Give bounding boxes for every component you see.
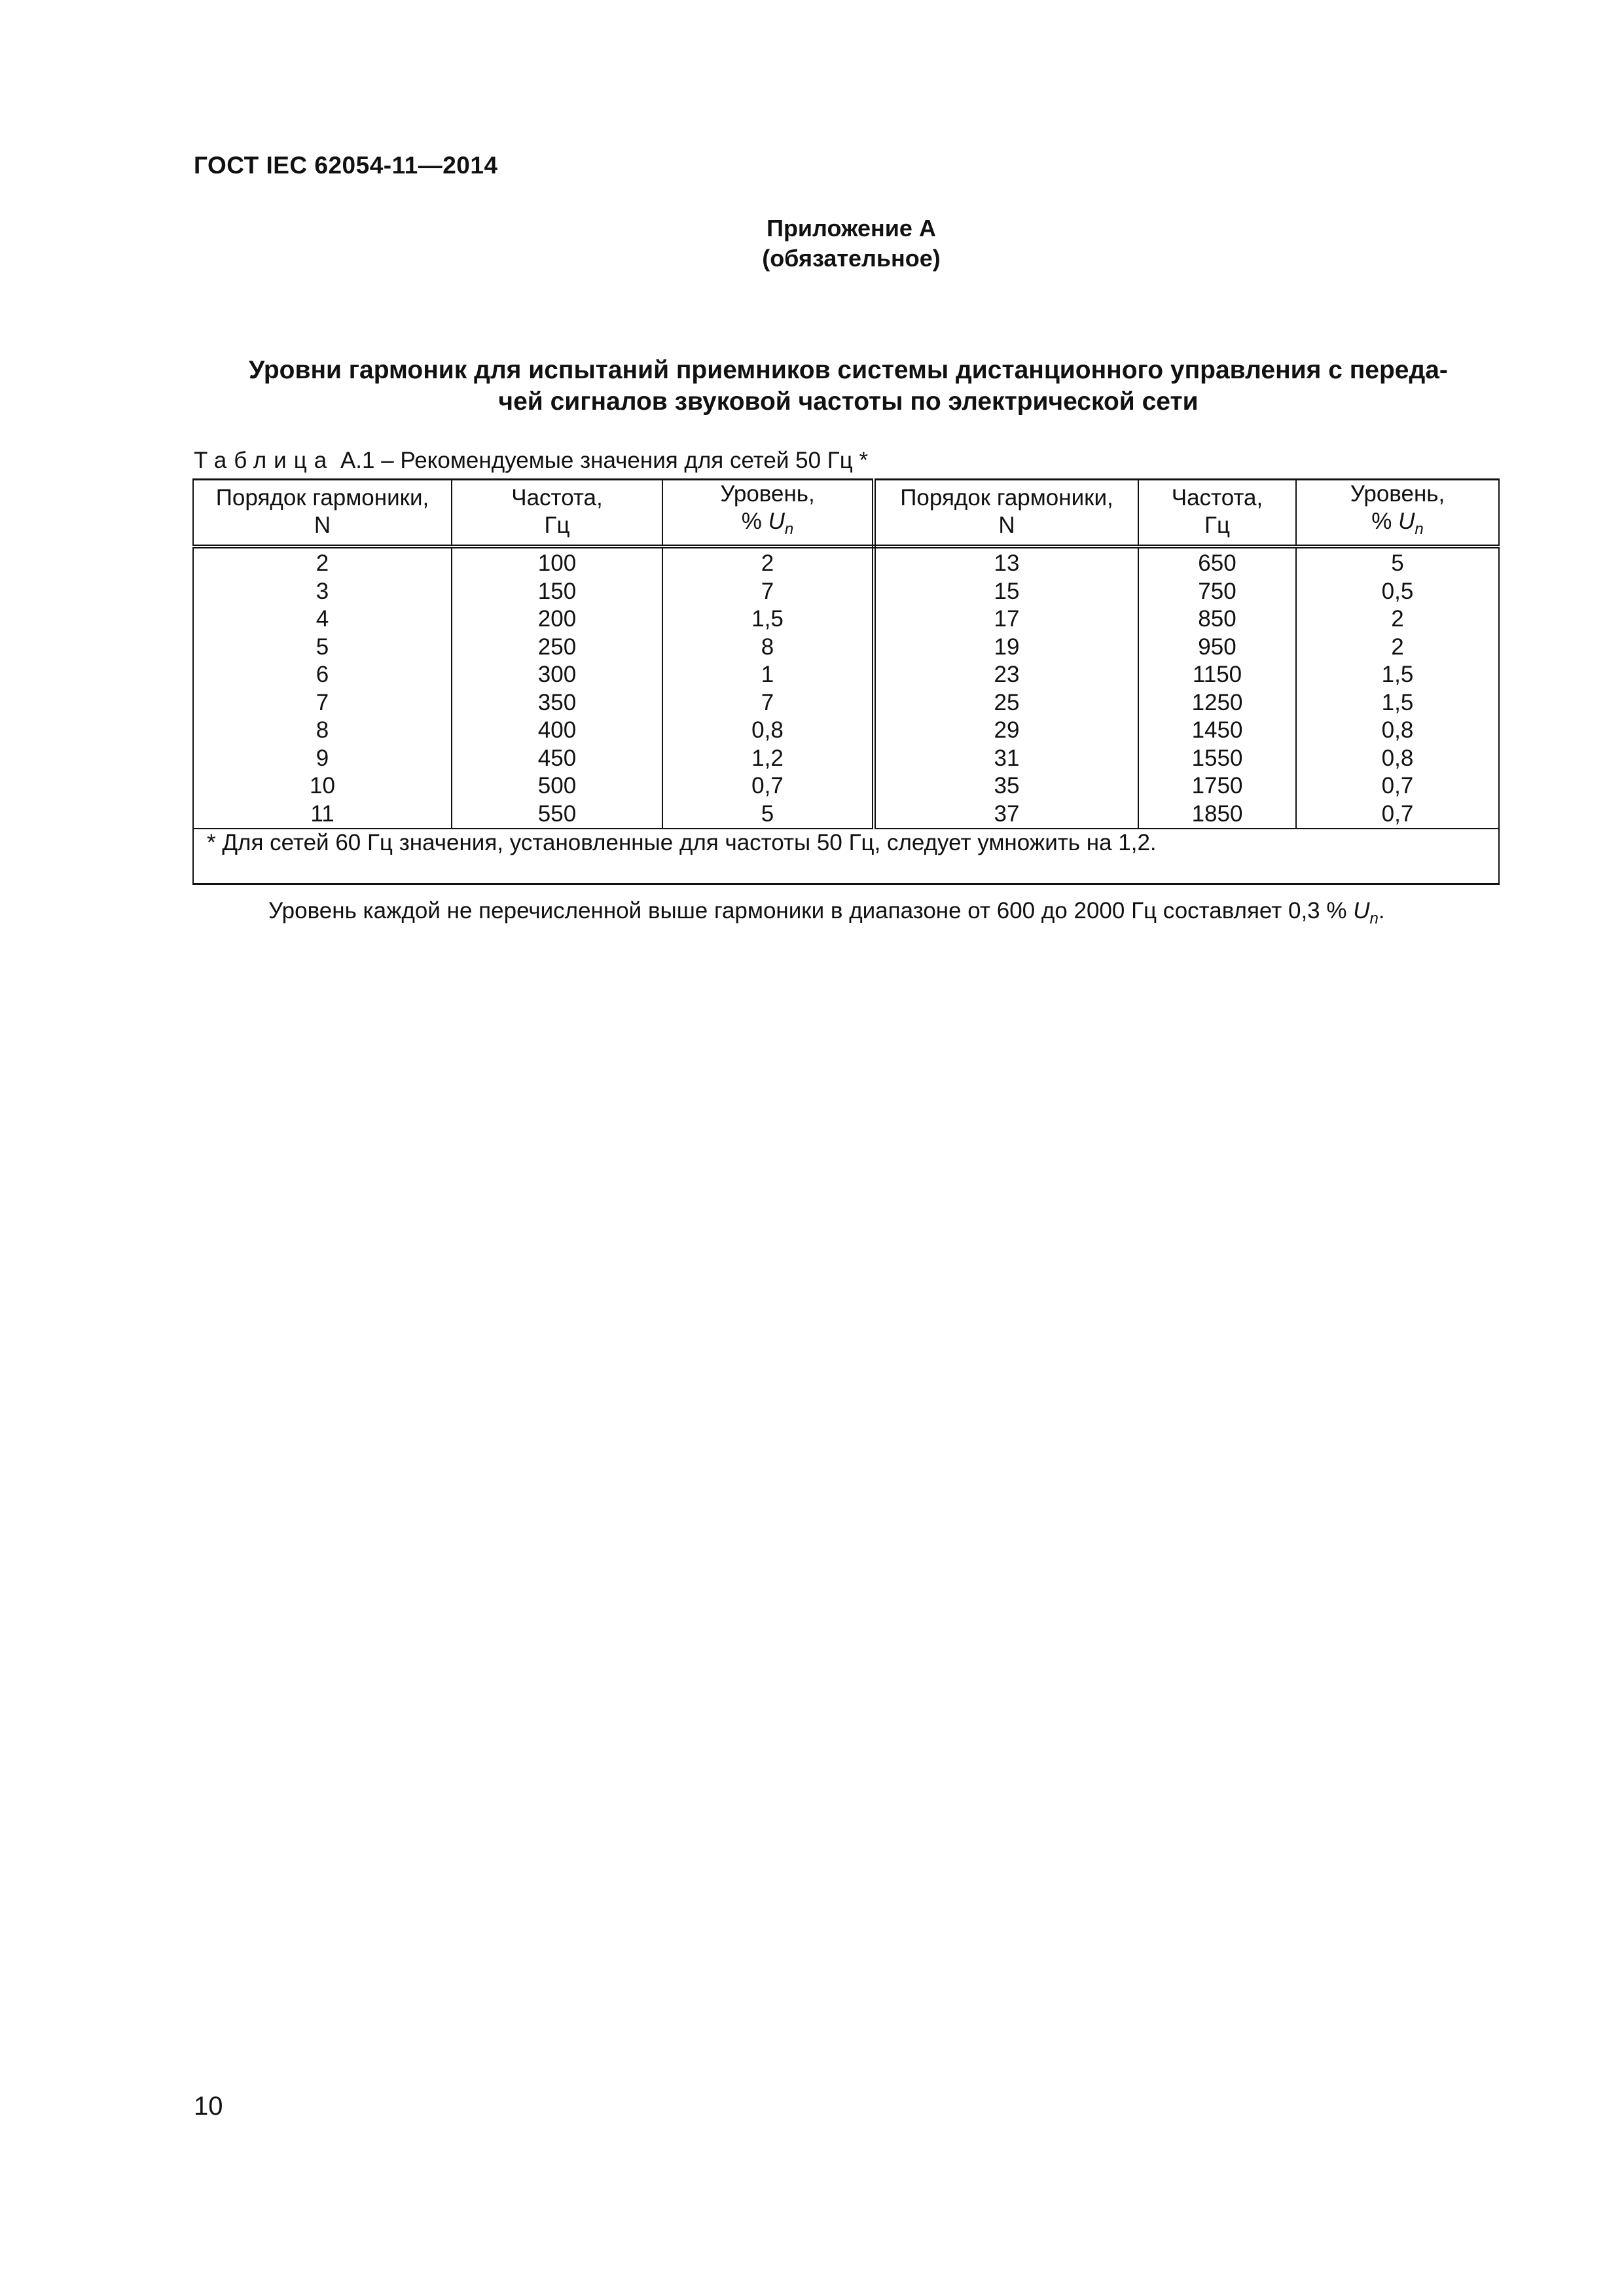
header-frequency-left: Частота, Гц	[452, 480, 662, 547]
heading-line-1: Уровни гармоник для испытаний приемников системы дистанционного управления с переда-	[249, 356, 1448, 384]
table-cell: 2	[193, 547, 452, 578]
note-end: .	[1378, 898, 1385, 924]
header-level-right: Уровень, % $U_n$	[1296, 480, 1499, 547]
table-cell: 29	[874, 717, 1138, 745]
table-cell: 350	[452, 689, 662, 717]
table-cell: 1150	[1138, 661, 1296, 689]
table-cell: 200	[452, 605, 662, 634]
appendix-heading	[194, 355, 1503, 418]
table-cell: 0,8	[1296, 745, 1499, 773]
table-cell: 650	[1138, 547, 1296, 578]
table-cell: 7	[193, 689, 452, 717]
table-cell: 37	[874, 800, 1138, 829]
table-cell: 150	[452, 578, 662, 606]
table-cell: 2	[662, 547, 874, 578]
table-cell: 5	[193, 634, 452, 662]
table-cell: 7	[662, 689, 874, 717]
table-cell: 1250	[1138, 689, 1296, 717]
table-row	[193, 689, 1499, 717]
table-cell: 850	[1138, 605, 1296, 634]
table-caption-text: А.1 – Рекомендуемые значения для сетей 50 Гц *	[334, 448, 869, 473]
header-order-right: Порядок гармоники, N	[874, 480, 1138, 547]
table-cell: 5	[662, 800, 874, 829]
note-symbol: $U_n$	[1353, 898, 1379, 927]
table-footnote-row	[193, 829, 1499, 884]
appendix-status: (обязательное)	[762, 245, 941, 272]
table-cell: 31	[874, 745, 1138, 773]
note-text: Уровень каждой не перечисленной выше гармоники в диапазоне от 600 до 2000 Гц составляет 0,3 %	[268, 898, 1354, 924]
table-cell: 0,8	[662, 717, 874, 745]
table-cell: 100	[452, 547, 662, 578]
table-cell: 400	[452, 717, 662, 745]
table-cell: 1,5	[1296, 689, 1499, 717]
table-cell: 15	[874, 578, 1138, 606]
table-cell: 9	[193, 745, 452, 773]
table-cell: 550	[452, 800, 662, 829]
document-id: ГОСТ IEC 62054-11—2014	[194, 152, 498, 179]
table-cell: 450	[452, 745, 662, 773]
table-cell: 3	[193, 578, 452, 606]
table-cell: 0,7	[1296, 800, 1499, 829]
table-row	[193, 578, 1499, 606]
table-cell: 10	[193, 772, 452, 800]
table-cell: 1	[662, 661, 874, 689]
table-cell: 1,5	[1296, 661, 1499, 689]
table-row	[193, 745, 1499, 773]
table-cell: 2	[1296, 605, 1499, 634]
appendix-title: Приложение А	[767, 215, 936, 242]
table-cell: 0,8	[1296, 717, 1499, 745]
table-cell: 1,2	[662, 745, 874, 773]
harmonics-table	[192, 478, 1500, 885]
table-cell: 8	[193, 717, 452, 745]
table-cell: 7	[662, 578, 874, 606]
table-row	[193, 605, 1499, 634]
table-cell: 250	[452, 634, 662, 662]
header-frequency-right: Частота, Гц	[1138, 480, 1296, 547]
table-cell: 5	[1296, 547, 1499, 578]
table-cell: 0,7	[1296, 772, 1499, 800]
table-cell: 23	[874, 661, 1138, 689]
header-order-left: Порядок гармоники, N	[193, 480, 452, 547]
table-row	[193, 717, 1499, 745]
harmonics-table-body	[193, 547, 1499, 829]
table-row	[193, 661, 1499, 689]
table-cell: 1750	[1138, 772, 1296, 800]
header-level-left: Уровень, % $U_n$	[662, 480, 874, 547]
heading-line-2: чей сигналов звуковой частоты по электрической сети	[498, 387, 1199, 416]
page-number: 10	[194, 2092, 223, 2121]
table-caption-lead: Таблица	[194, 448, 334, 473]
table-cell: 500	[452, 772, 662, 800]
table-cell: 950	[1138, 634, 1296, 662]
table-cell: 11	[193, 800, 452, 829]
table-cell: 4	[193, 605, 452, 634]
table-footnote: * Для сетей 60 Гц значения, установленные для частоты 50 Гц, следует умножить на 1,2.	[193, 829, 1499, 884]
table-cell: 13	[874, 547, 1138, 578]
table-cell: 19	[874, 634, 1138, 662]
table-cell: 25	[874, 689, 1138, 717]
table-cell: 35	[874, 772, 1138, 800]
table-cell: 1450	[1138, 717, 1296, 745]
table-row	[193, 772, 1499, 800]
table-row	[193, 547, 1499, 578]
note-paragraph	[268, 898, 1385, 928]
table-cell: 6	[193, 661, 452, 689]
table-row	[193, 800, 1499, 829]
table-cell: 17	[874, 605, 1138, 634]
table-cell: 2	[1296, 634, 1499, 662]
table-cell: 0,5	[1296, 578, 1499, 606]
table-header-row	[193, 480, 1499, 547]
table-caption	[194, 448, 868, 474]
table-row	[193, 634, 1499, 662]
table-cell: 750	[1138, 578, 1296, 606]
table-cell: 1,5	[662, 605, 874, 634]
table-cell: 0,7	[662, 772, 874, 800]
table-cell: 1550	[1138, 745, 1296, 773]
table-cell: 8	[662, 634, 874, 662]
table-cell: 1850	[1138, 800, 1296, 829]
table-cell: 300	[452, 661, 662, 689]
